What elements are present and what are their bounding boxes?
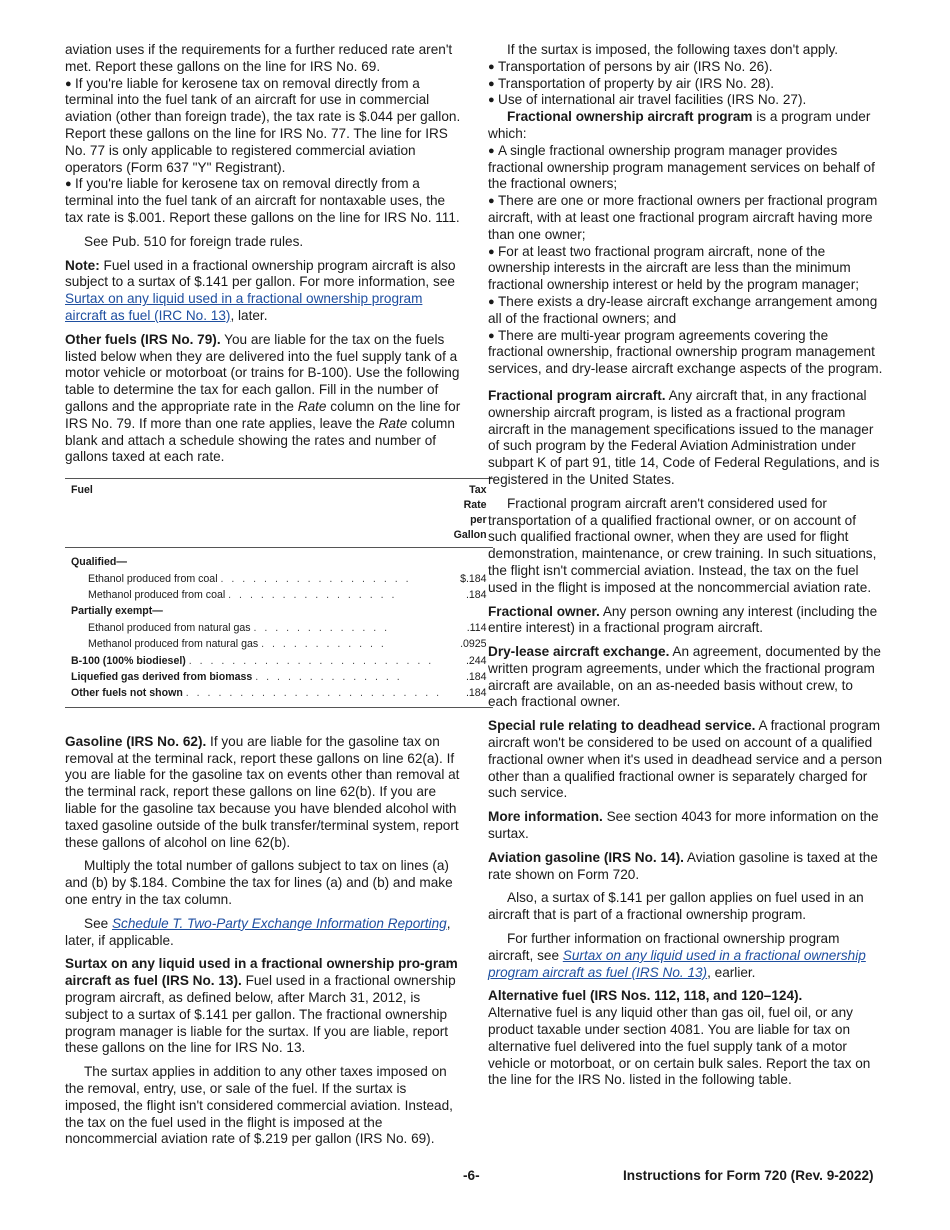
bullet-icon bbox=[65, 176, 75, 193]
fractional-aircraft-not-used-paragraph: Fractional program aircraft aren't considered used for transportation of a qualified fractional owner, or on account of such qualified fractional owner, when they are used for flight demonstration, maintenance, or crew training. In such situations, the flight isn't commercial aviation. Instead, the tax on the fuel used in the flight is imposed at the noncommercial aviation rate. bbox=[488, 495, 877, 595]
surtax-link[interactable]: Surtax on any liquid used in a fractional ownership program aircraft as fuel (IRC No. 13) bbox=[65, 291, 423, 323]
page-number: -6- bbox=[463, 1168, 480, 1183]
program-definition-paragraph: Fractional ownership aircraft program is a program under which: bbox=[488, 109, 871, 141]
bullet-icon bbox=[488, 193, 498, 210]
table-row: Liquefied gas derived from biomass . . . . . . . . . . . . . . .184 bbox=[71, 670, 487, 683]
table-row: Other fuels not shown . . . . . . . . . . . . . . . . . . . . . . . . .184 bbox=[65, 685, 493, 707]
note-paragraph: Note: Fuel used in a fractional ownership program aircraft is also subject to a surtax of $.141 per gallon. For more information, see Surtax on any liquid used in a fractional ownership program aircraft as fuel (IRC No. 13), later. bbox=[65, 257, 456, 323]
other-fuels-tax-table bbox=[65, 478, 493, 708]
exemption-bullet: ●Use of international air travel facilities (IRS No. 27). bbox=[488, 92, 886, 109]
surtax-earlier-link[interactable]: Surtax on any liquid used in a fractional ownership program aircraft as fuel (IRS No. 13) bbox=[488, 947, 866, 980]
surtax-paragraph: Surtax on any liquid used in a fractional ownership pro-gram aircraft as fuel (IRS No. 13). Fuel used in a fractional ownership program aircraft, as defined below, after March 31, 2012, is subject to a surtax of $.141 per gallon. The fractional ownership program manager is liable for the surtax. If you are liable, report these gallons on the line for IRS No. 13. bbox=[65, 956, 458, 1056]
surtax-exemptions-intro: If the surtax is imposed, the following taxes don't apply. bbox=[507, 42, 839, 57]
table-row: B-100 (100% biodiesel) . . . . . . . . . . . . . . . . . . . . . . . .244 bbox=[71, 654, 487, 667]
alternative-fuel-paragraph: Alternative fuel (IRS Nos. 112, 118, and 120–124). Alternative fuel is any liquid other than gas oil, fuel oil, or any product taxable under section 4081. You are liable for tax on alternative fuel delivered into the fuel supply tank of a motor vehicle or motorboat, or on certain bulk sales. Report the tax on the line for the IRS No. listed in the following table. bbox=[488, 988, 871, 1088]
program-bullet: ●There are multi-year program agreements covering the fractional ownership, fractional ownership program management services, and dry-lease aircraft exchange aspects of the program. bbox=[488, 328, 886, 378]
left-column bbox=[65, 42, 487, 1148]
bullet-icon bbox=[488, 92, 498, 109]
fractional-owner-paragraph: Fractional owner. Any person owning any interest (including the entire interest) in a fractional program aircraft. bbox=[488, 603, 878, 636]
kerosene-commercial-bullet: ●If you're liable for kerosene tax on removal directly from a terminal into the fuel tank of an aircraft for use in commercial aviation (other than foreign trade), the tax rate is $.044 per gallon. Report these gallons on the line for IRS No. 77. The line for IRS No. 77 is only applicable to registered commercial aviation operators (Form 637 "Y" Registrant). bbox=[65, 76, 463, 177]
table-group-row: Partially exempt— bbox=[71, 605, 163, 618]
right-column bbox=[488, 42, 886, 1089]
exemption-bullet: ●Transportation of persons by air (IRS No. 26). bbox=[488, 59, 886, 76]
table-row: Methanol produced from natural gas . . . . . . . . . . . . .0925 bbox=[88, 638, 487, 651]
kerosene-nontaxable-bullet: ●If you're liable for kerosene tax on removal directly from a terminal into the fuel tank of an aircraft for nontaxable uses, the tax rate is $.001. Report these gallons on the line for IRS No. 111. bbox=[65, 176, 463, 226]
table-row: Ethanol produced from natural gas . . . . . . . . . . . . . .114 bbox=[88, 621, 487, 634]
foreign-trade-paragraph: See Pub. 510 for foreign trade rules. bbox=[84, 233, 304, 249]
fractional-program-aircraft-paragraph: Fractional program aircraft. Any aircraft that, in any fractional ownership aircraft program, is listed as a fractional program aircraft in the management specifications issued to the manager of such program by the Federal Aviation Administration under subpart K of part 91, title 14, Code of Federal Regulations, and is registered in the United States. bbox=[488, 387, 880, 487]
gasoline-multiply-paragraph: Multiply the total number of gallons subject to tax on lines (a) and (b) by $.184. Combine the tax for lines (a) and (b) and make one entry in the tax column. bbox=[65, 858, 453, 907]
program-bullet: ●A single fractional ownership program manager provides fractional ownership program management services on behalf of the fractional owners; bbox=[488, 143, 886, 193]
program-bullet: ●There are one or more fractional owners per fractional program aircraft, with at least one fractional program aircraft having more than one owner; bbox=[488, 193, 886, 243]
schedule-t-link[interactable]: Schedule T. Two-Party Exchange Information Reporting bbox=[111, 915, 447, 931]
footer-title: Instructions for Form 720 (Rev. 9-2022) bbox=[623, 1168, 874, 1183]
table-row: Ethanol produced from coal . . . . . . . . . . . . . . . . . . $.184 bbox=[88, 572, 487, 585]
bullet-icon bbox=[488, 143, 498, 160]
aviation-surtax-paragraph: Also, a surtax of $.141 per gallon applies on fuel used in an aircraft that is part of a fractional ownership program. bbox=[488, 890, 864, 923]
bullet-icon bbox=[488, 59, 498, 76]
further-information-paragraph: For further information on fractional ownership program aircraft, see Surtax on any liquid used in a fractional ownership program aircraft as fuel (IRS No. 13), earlier. bbox=[488, 931, 866, 980]
column-header-fuel: Fuel bbox=[65, 479, 448, 548]
gasoline-heading: Gasoline (IRS No. 62). bbox=[65, 733, 207, 749]
bullet-icon bbox=[488, 294, 498, 311]
column-header-tax-rate: Tax Rate per Gallon bbox=[448, 479, 493, 548]
program-bullet: ●There exists a dry-lease aircraft exchange arrangement among all of the fractional owners; and bbox=[488, 294, 886, 328]
schedule-t-paragraph: See Schedule T. Two-Party Exchange Information Reporting, later, if applicable. bbox=[65, 915, 451, 948]
aviation-gasoline-paragraph: Aviation gasoline (IRS No. 14). Aviation gasoline is taxed at the rate shown on Form 720. bbox=[488, 849, 878, 882]
table-group-row: Qualified— bbox=[71, 556, 127, 569]
bullet-icon bbox=[488, 328, 498, 345]
program-bullet: ●For at least two fractional program aircraft, none of the ownership interests in the aircraft are less than the minimum fractional ownership interest or held by the program manager; bbox=[488, 244, 886, 294]
bullet-icon bbox=[488, 76, 498, 93]
deadhead-paragraph: Special rule relating to deadhead service. A fractional program aircraft won't be considered to be used on account of a qualified fractional owner when it's used in deadhead service and a person other than a qualified fractional owner is separately charged for such service. bbox=[488, 718, 883, 801]
exemption-bullet: ●Transportation of property by air (IRS No. 28). bbox=[488, 76, 886, 93]
bullet-icon bbox=[65, 76, 75, 93]
table-header-row bbox=[65, 479, 493, 548]
gasoline-paragraph: Gasoline (IRS No. 62). If you are liable for the gasoline tax on removal at the terminal rack, report these gallons on line 62(a). If you are liable for the gasoline tax on events other than removal at the terminal rack, report these gallons on line 62(b). If you are liable for the gasoline tax because you have blended alcohol with taxed gasoline outside of the bulk transfer/terminal system, report these gallons of alcohol on line 62(b). bbox=[65, 733, 460, 850]
dry-lease-paragraph: Dry-lease aircraft exchange. An agreement, documented by the written program agreements, under which the fractional program aircraft are available, on an as-needed basis without crew, to each fractional owner. bbox=[488, 644, 881, 710]
kerosene-continued-paragraph: aviation uses if the requirements for a further reduced rate aren't met. Report these gallons on the line for IRS No. 69. bbox=[65, 42, 453, 74]
table-row: Methanol produced from coal . . . . . . . . . . . . . . . . .184 bbox=[88, 588, 487, 601]
other-fuels-paragraph: Other fuels (IRS No. 79). You are liable for the tax on the fuels listed below when they are delivered into the fuel supply tank of a motor vehicle or motorboat (or trains for B-100). Use the following table to determine the tax for each gallon. Fill in the number of gallons and the appropriate rate in the Rate column on the line for IRS No. 79. If more than one rate applies, leave the Rate column blank and attach a schedule showing the rates and number of gallons taxed at each rate. bbox=[65, 331, 461, 465]
more-information-paragraph: More information. See section 4043 for more information on the surtax. bbox=[488, 809, 879, 842]
other-fuels-heading: Other fuels (IRS No. 79). bbox=[65, 331, 221, 347]
surtax-heading: Surtax on any liquid used in a fractional ownership pro-gram aircraft as fuel (IRS No. 13). bbox=[65, 956, 458, 989]
bullet-icon bbox=[488, 244, 498, 261]
surtax-applies-paragraph: The surtax applies in addition to any other taxes imposed on the removal, entry, use, or sale of the fuel. If the surtax is imposed, the flight isn't considered commercial aviation. Instead, the tax on the fuel used in the flight is imposed at the noncommercial aviation rate of $.219 per gallon (IRS No. 69). bbox=[65, 1064, 453, 1147]
